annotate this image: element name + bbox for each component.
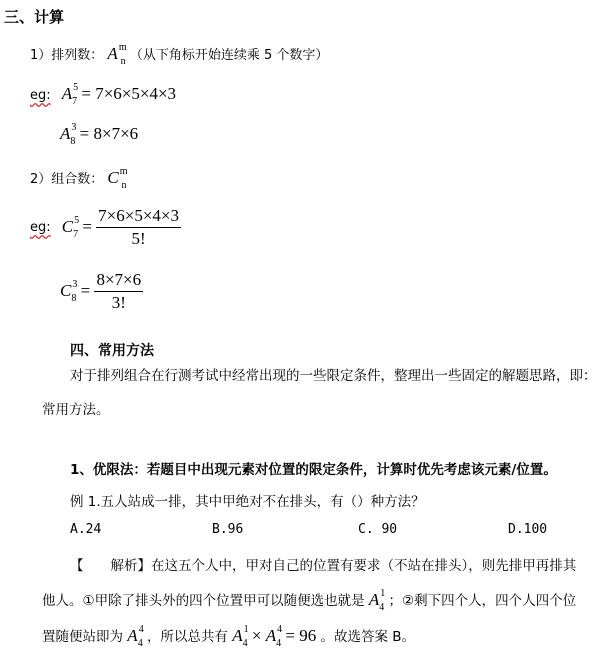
permutation-label: 1）排列数：	[30, 48, 104, 63]
section-4-title: 四、常用方法	[70, 343, 154, 359]
permutation-a41: $A^1_4$	[368, 588, 386, 613]
analysis-line-1: 【 解析】在这五个人中，甲对自己的位置有要求（不站在排头），则先排甲再排其	[70, 558, 577, 574]
permutation-symbol: $A^m_n$	[107, 42, 127, 67]
intro-line-2: 常用方法。	[42, 402, 110, 418]
method-1-heading: 1、优限法：若题目中出现元素对位置的限定条件，计算时优先考虑该元素/位置。	[70, 462, 557, 478]
combination-example-1: eg: $C^5_7$ = $\frac{7\times 6\times 5\times 4\times 3}{5!}$	[30, 206, 180, 248]
intro-line-1: 对于排列组合在行测考试中经常出现的一些限定条件，整理出一些固定的解题思路，即：	[70, 368, 597, 384]
fraction: $\frac{8\times 7\times 6}{3!}$	[96, 270, 142, 312]
fraction: $\frac{7\times 6\times 5\times 4\times 3}{5!}$	[98, 206, 180, 248]
permutation-a44: $A^4_4$	[127, 624, 144, 649]
permutation-example-2: $A^3_8 = 8\times 7\times 6$	[60, 122, 139, 147]
combination-symbol: $C^m_n$	[107, 166, 128, 191]
analysis-line-3: 置随便站即为 $A^4_4$ ，所以总共有 $A^1_4 \times A^4_4 = 96$ 。故选答案 B。	[42, 624, 416, 649]
combination-definition	[30, 166, 127, 191]
combination-label: 2）组合数：	[30, 172, 104, 187]
example-question: 例 1.五人站成一排，其中甲绝对不在排头，有（）种方法？	[70, 494, 425, 510]
section-3-title: 三、计算	[4, 8, 65, 26]
option-b: B.96	[212, 522, 244, 537]
total-expression: $A^1_4 \times A^4_4 = 96$	[232, 624, 317, 649]
option-a: A.24	[70, 522, 102, 537]
permutation-definition	[30, 42, 328, 67]
option-c: C. 90	[358, 522, 398, 537]
permutation-note: （从下角标开始连续乘 5 个数字）	[129, 48, 329, 63]
combination-example-2: $C^3_8$ = $\frac{8\times 7\times 6}{3!}$	[60, 270, 142, 312]
permutation-example-1: eg: $A^5_7 = 7\times 6\times 5\times 4\times 3$	[30, 82, 177, 107]
analysis-line-2: 他人。①甲除了排头外的四个位置甲可以随便选也就是 $A^1_4$ ；②剩下四个人，四个人四个位	[42, 588, 577, 613]
option-d: D.100	[508, 522, 548, 537]
